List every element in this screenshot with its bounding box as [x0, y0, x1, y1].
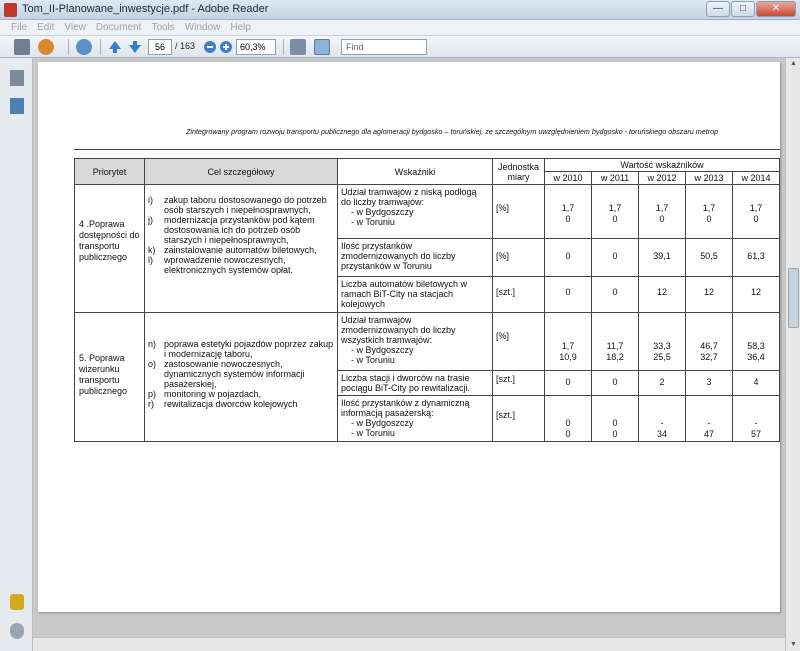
fit-page-icon[interactable]	[314, 39, 330, 55]
value-cell: 4	[733, 371, 780, 396]
menu-bar	[0, 20, 800, 36]
value-cell: 0	[592, 371, 639, 396]
zoom-out-icon[interactable]	[203, 39, 217, 55]
value-cell: - 57	[733, 396, 780, 442]
find-input[interactable]: Find	[341, 39, 427, 55]
page-header: Zintegrowany program rozwoju transportu publicznego dla aglomeracji bydgosko – toruńskiej, ze szczególnym uwzględnieniem bydgosko - toruńskiego obszaru metrop	[186, 127, 719, 136]
next-page-icon[interactable]	[128, 39, 142, 55]
table-row	[75, 313, 780, 371]
col-year: w 2013	[686, 172, 733, 185]
menu-edit[interactable]: Edit	[37, 22, 55, 33]
menu-view[interactable]: View	[64, 22, 86, 33]
close-button[interactable]: ✕	[756, 1, 796, 17]
bookmarks-panel-icon[interactable]	[10, 98, 24, 114]
value-cell: 0 0	[545, 396, 592, 442]
value-cell: 33,3 25,5	[639, 313, 686, 371]
col-year: w 2010	[545, 172, 592, 185]
unit-cell: [%]	[493, 313, 545, 371]
page-total: / 163	[175, 41, 196, 51]
table-row	[75, 185, 780, 239]
col-year: w 2011	[592, 172, 639, 185]
value-cell: 12	[686, 277, 733, 313]
previous-page-icon[interactable]	[108, 39, 122, 55]
scroll-down-icon[interactable]: ▼	[790, 641, 797, 648]
indicator-cell: Ilość przystanków zmodernizowanych do liczby przystanków w Toruniu	[338, 239, 493, 277]
col-priorytet: Priorytet	[75, 159, 145, 185]
priority-4-label: 4 .Poprawa dostępności do transportu publicznego	[75, 185, 145, 313]
window-title: Tom_II-Planowane_inwestycje.pdf - Adobe Reader	[22, 3, 269, 15]
pages-panel-icon[interactable]	[10, 70, 24, 86]
col-cel: Cel szczegółowy	[145, 159, 338, 185]
fit-width-icon[interactable]	[290, 39, 306, 55]
value-cell: 58,3 36,4	[733, 313, 780, 371]
header-rule	[74, 149, 780, 150]
indicators-table	[74, 158, 780, 442]
value-cell: 1,7 10,9	[545, 313, 592, 371]
indicator-cell: Udział tramwajów z niską podłogą do liczby tramwajów: - w Bydgoszczy - w Toruniu	[338, 185, 493, 239]
minimize-button[interactable]: —	[706, 1, 730, 17]
menu-file[interactable]: File	[11, 22, 28, 33]
value-cell: 61,3	[733, 239, 780, 277]
menu-tools[interactable]: Tools	[151, 22, 175, 33]
col-wartosc: Wartość wskaźników	[545, 159, 780, 172]
vertical-scrollbar[interactable]	[785, 58, 800, 651]
value-cell: 11,7 18,2	[592, 313, 639, 371]
value-cell: 3	[686, 371, 733, 396]
col-year: w 2014	[733, 172, 780, 185]
value-cell: 46,7 32,7	[686, 313, 733, 371]
value-cell: - 47	[686, 396, 733, 442]
menu-help[interactable]: Help	[230, 22, 251, 33]
col-jednostka: Jednostka miary	[493, 159, 545, 185]
value-cell: 0	[592, 239, 639, 277]
indicator-cell: Liczba stacji i dworców na trasie pociągu BiT-City po rewitalizacji.	[338, 371, 493, 396]
value-cell: 12	[733, 277, 780, 313]
indicator-cell: Ilość przystanków z dynamiczną informacją pasażerską: - w Bydgoszczy - w Toruniu	[338, 396, 493, 442]
unit-cell: [%]	[493, 239, 545, 277]
zoom-in-icon[interactable]	[219, 39, 233, 55]
value-cell: - 34	[639, 396, 686, 442]
menu-document[interactable]: Document	[95, 22, 142, 33]
pdf-app-icon	[4, 3, 17, 17]
value-cell: 0 0	[592, 396, 639, 442]
scroll-up-icon[interactable]: ▲	[790, 60, 797, 67]
page-number-input[interactable]: 56	[148, 39, 172, 55]
value-cell: 0	[545, 371, 592, 396]
value-cell: 1,7 0	[545, 185, 592, 239]
value-cell: 0	[545, 239, 592, 277]
unit-cell: [szt.]	[493, 371, 545, 396]
pdf-page	[38, 62, 780, 612]
value-cell: 2	[639, 371, 686, 396]
email-icon[interactable]	[38, 39, 54, 55]
value-cell: 0	[545, 277, 592, 313]
collaborate-icon[interactable]	[76, 39, 92, 55]
unit-cell: [szt.]	[493, 277, 545, 313]
priority-5-label: 5. Poprawa wizerunku transportu publicznego	[75, 313, 145, 442]
title-bar	[0, 0, 800, 20]
print-icon[interactable]	[14, 39, 30, 55]
maximize-button[interactable]: □	[731, 1, 755, 17]
horizontal-scrollbar[interactable]	[33, 637, 785, 651]
value-cell: 1,7 0	[639, 185, 686, 239]
scrollbar-thumb[interactable]	[788, 268, 799, 328]
unit-cell: [%]	[493, 185, 545, 239]
value-cell: 0	[592, 277, 639, 313]
attachments-icon[interactable]	[10, 623, 24, 639]
toolbar	[0, 36, 800, 58]
value-cell: 1,7 0	[733, 185, 780, 239]
comments-icon[interactable]	[10, 594, 24, 610]
value-cell: 1,7 0	[686, 185, 733, 239]
priority-4-goals: i) zakup taboru dostosowanego do potrzeb osób starszych i niepełnosprawnych, j) modernizacja przystanków pod kątem dostosowania ich do potrzeb osób starszych i niepełnosprawnych, k) zainstalowanie automatów biletowych, l) wprowadzenie nowoczesnych, elektronicznych systemów opłat.	[145, 185, 338, 313]
col-wskazniki: Wskaźniki	[338, 159, 493, 185]
priority-5-goals: n) poprawa estetyki pojazdów poprzez zakup i modernizację taboru, o) zastosowanie nowoczesnych, dynamicznych systemów informacji pasażerskiej, p) monitoring w pojazdach, r) rewitalizacja dworców kolejowych	[145, 313, 338, 442]
indicator-cell: Udział tramwajów zmodernizowanych do liczby wszystkich tramwajów: - w Bydgoszczy - w Toruniu	[338, 313, 493, 371]
indicator-cell: Liczba automatów biletowych w ramach BiT-City na stacjach kolejowych	[338, 277, 493, 313]
value-cell: 39,1	[639, 239, 686, 277]
value-cell: 50,5	[686, 239, 733, 277]
col-year: w 2012	[639, 172, 686, 185]
navigation-sidebar	[0, 58, 33, 651]
menu-window[interactable]: Window	[184, 22, 221, 33]
unit-cell: [szt.]	[493, 396, 545, 442]
value-cell: 1,7 0	[592, 185, 639, 239]
value-cell: 12	[639, 277, 686, 313]
zoom-input[interactable]: 60,3%	[236, 39, 276, 55]
